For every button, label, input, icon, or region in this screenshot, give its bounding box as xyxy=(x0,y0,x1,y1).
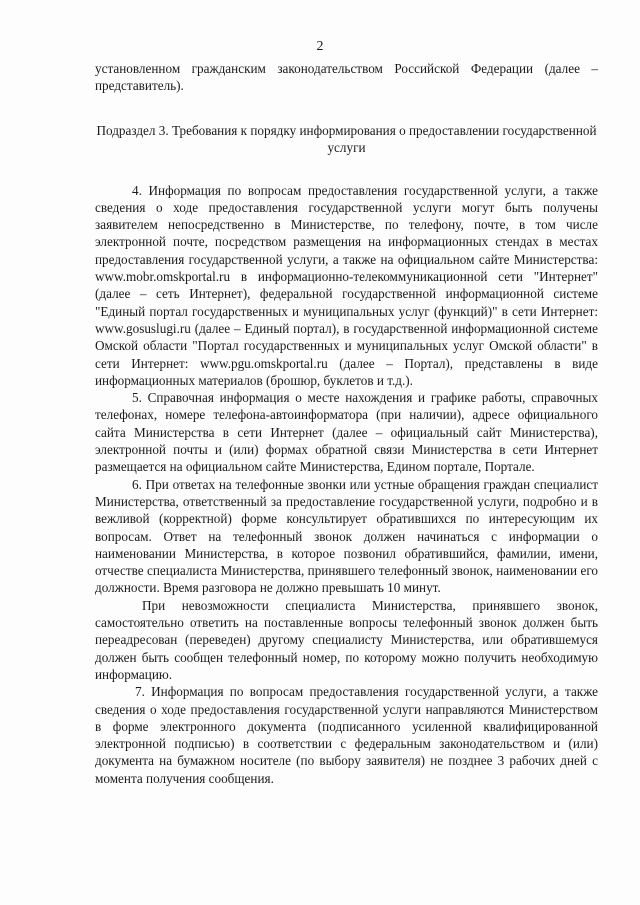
intro-text: установленном гражданским законодательством Российской Федерации (далее – представитель). xyxy=(95,61,598,94)
page-number: 2 xyxy=(316,39,324,54)
document-body xyxy=(95,60,598,787)
paragraph-5: 5. Справочная информация о месте нахождения и графике работы, справочных телефонах, номере телефона-автоинформатора (при наличии), адресе официального сайта Министерства в сети Интернет (далее – официальный сайт Министерства), электронной почты и (или) формах обратной связи Министерства в сети Интернет размещается на официальном сайте Министерства, Едином портале, Портале. xyxy=(95,390,598,475)
paragraph-6-continuation: При невозможности специалиста Министерства, принявшего звонок, самостоятельно ответить на поставленные вопросы телефонный звонок должен быть переадресован (переведен) другому специалисту Министерства, или обратившемуся должен быть сообщен телефонный номер, по которому можно получить необходимую информацию. xyxy=(95,597,598,682)
paragraph-7: 7. Информация по вопросам предоставления государственной услуги, а также сведения о ходе предоставления государственной услуги направляются Министерством в форме электронного документа (подписанного усиленной квалифицированной электронной подписью) в соответствии с федеральным законодательством и (или) документа на бумажном носителе (по выбору заявителя) не позднее 3 рабочих дней с момента получения сообщения. xyxy=(95,684,598,786)
subsection-heading: Подраздел 3. Требования к порядку информирования о предоставлении государственной услуги xyxy=(96,122,597,155)
paragraph-4: 4. Информация по вопросам предоставления государственной услуги, а также сведения о ходе предоставления государственной услуги могут быть получены заявителем непосредственно в Министерстве, по телефону, почте, в том числе электронной почте, посредством размещения на информационных стендах в местах предоставления государственной услуги, а также на официальном сайте Министерства: www.mobr.omskportal.ru в информационно-телекоммуникационной сети "Интернет" (далее – сеть Интернет), федеральной государственной информационной системе "Единый портал государственных и муниципальных услуг (функций)" в сети Интернет: www.gosuslugi.ru (далее – Единый портал), в государственной информационной системе Омской области "Портал государственных и муниципальных услуг Омской области" в сети Интернет: www.pgu.omskportal.ru (далее – Портал), представлены в виде информационных материалов (брошюр, буклетов и т.д.). xyxy=(95,182,598,388)
paragraph-6: 6. При ответах на телефонные звонки или устные обращения граждан специалист Министерства, ответственный за предоставление государственной услуги, подробно и в вежливой (корректной) форме консультирует обратившихся по интересующим их вопросам. Ответ на телефонный звонок должен начинаться с информации о наименовании Министерства, в которое позвонил обратившийся, фамилии, имени, отчестве специалиста Министерства, принявшего телефонный звонок, наименовании его должности. Время разговора не должно превышать 10 минут. xyxy=(95,476,598,596)
